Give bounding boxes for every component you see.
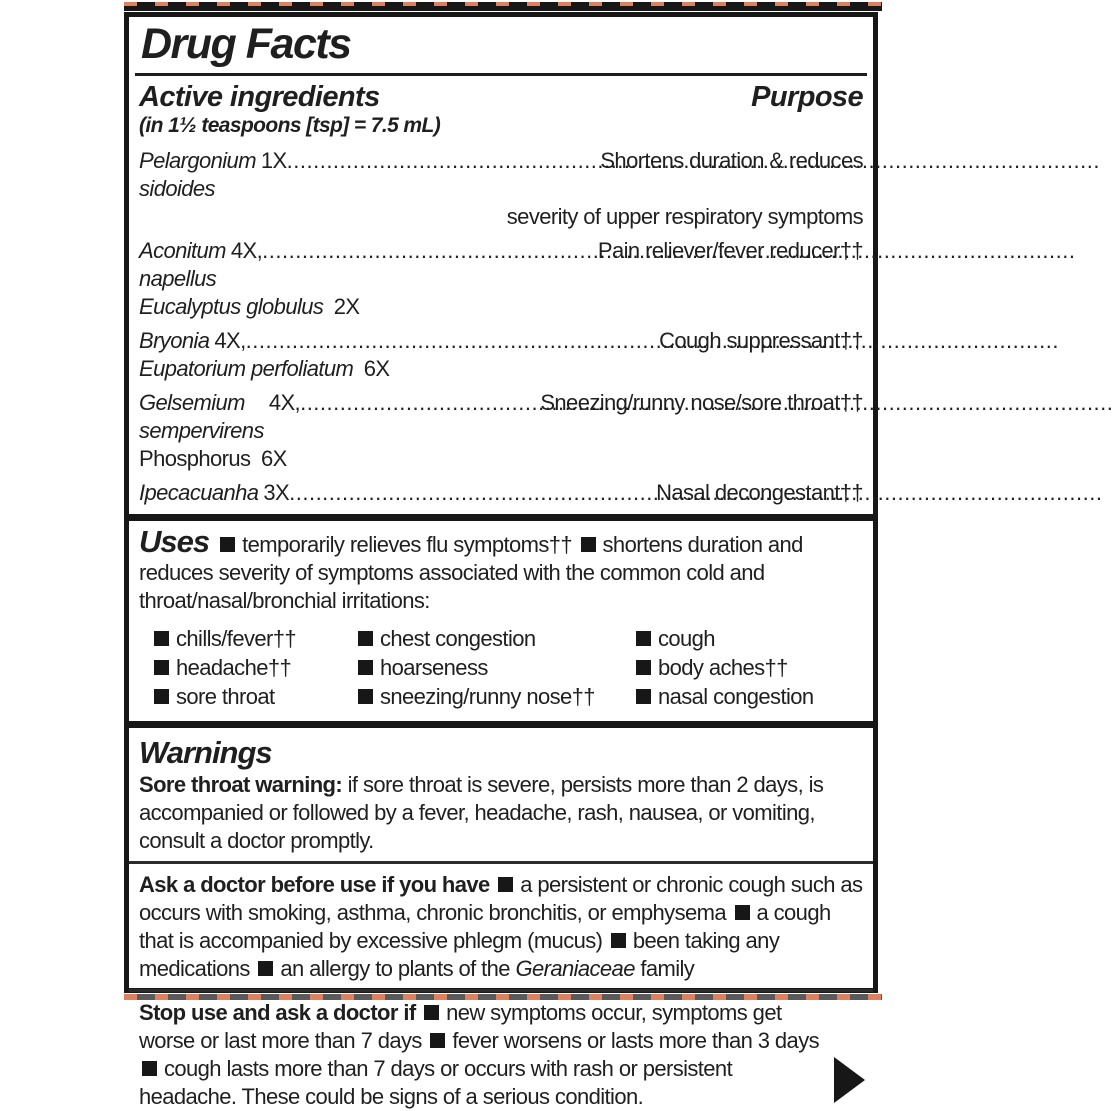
ingredient-purpose: Shortens duration & reduces (600, 148, 863, 173)
ingredient-potency: 4X, (214, 328, 246, 353)
symptom-item (151, 653, 355, 682)
square-bullet-icon (430, 1033, 445, 1048)
ingredient-purpose: Nasal decongestant†† (656, 480, 863, 505)
square-bullet-icon (735, 905, 750, 920)
warning-item: new symptoms occur, symptoms get worse or last more than 7 days (139, 1000, 782, 1053)
warning-item: family (640, 956, 695, 981)
ingredient-name: Phosphorus (139, 446, 251, 471)
symptom-column (151, 624, 355, 711)
square-bullet-icon (358, 660, 373, 675)
ingredient-name: Ipecacuanha (139, 480, 259, 505)
ingredient-potency: 4X, (230, 238, 263, 263)
symptom-label: body aches†† (658, 655, 788, 680)
ask-doctor-section (139, 871, 863, 983)
drug-facts-panel (124, 12, 878, 1109)
active-ingredients-header-row (139, 81, 863, 113)
symptom-column (355, 624, 633, 711)
symptom-column (633, 624, 863, 711)
ingredient-line (139, 147, 863, 203)
warning-item: cough lasts more than 7 days or occurs with rash or persistent headache. These could be signs of a serious condition. (139, 1056, 733, 1109)
next-panel-arrow-icon (834, 1057, 865, 1103)
symptom-label: sneezing/runny nose†† (380, 684, 595, 709)
ingredient-row (139, 327, 863, 383)
square-bullet-icon (220, 537, 235, 552)
square-bullet-icon (358, 631, 373, 646)
square-bullet-icon (358, 689, 373, 704)
uses-intro (139, 524, 863, 615)
ingredient-line (139, 479, 863, 507)
symptom-item (355, 624, 633, 653)
warning-lead: Stop use and ask a doctor if (139, 1000, 416, 1025)
ingredient-row (139, 389, 863, 473)
ingredient-row (139, 237, 863, 321)
square-bullet-icon (424, 1005, 439, 1020)
ingredient-list (139, 147, 863, 507)
symptom-item (355, 682, 633, 711)
symptom-label: chest congestion (380, 626, 536, 651)
title-rule (135, 73, 867, 76)
warning-item: been taking any medications (139, 928, 780, 981)
symptom-label: chills/fever†† (176, 626, 296, 651)
stop-use-section (139, 999, 863, 1111)
label-edge-dashes-top (124, 2, 882, 11)
stop-use-text (139, 999, 819, 1111)
warning-text: if sore throat is severe, persists more than 2 days, is accompanied or followed by a fever, headache, rash, nausea, or vomiting, consult a doctor promptly. (139, 772, 824, 853)
symptom-item (633, 624, 863, 653)
ingredient-purpose: Cough suppressant†† (659, 328, 863, 353)
ingredient-second-line (139, 293, 863, 321)
dot-leader (300, 389, 540, 417)
plant-family-name: Geraniaceae (515, 956, 635, 981)
dose-note: (in 1½ teaspoons [tsp] = 7.5 mL) (139, 114, 441, 137)
warning-item: a cough that is accompanied by excessive phlegm (mucus) (139, 900, 831, 953)
ingredient-potency: 1X (260, 148, 287, 173)
ingredient-second-line (139, 355, 863, 383)
uses-heading: Uses (139, 524, 210, 559)
subsection-rule (129, 861, 873, 864)
square-bullet-icon (498, 877, 513, 892)
symptom-label: hoarseness (380, 655, 488, 680)
dot-leader (287, 147, 601, 175)
warning-lead: Sore throat warning: (139, 772, 343, 797)
ingredient-name: Gelsemium sempervirens (139, 390, 264, 443)
symptom-label: headache†† (176, 655, 292, 680)
square-bullet-icon (581, 537, 596, 552)
square-bullet-icon (142, 1061, 157, 1076)
ingredient-line (139, 237, 863, 293)
symptom-item (151, 682, 355, 711)
warning-item: an allergy to plants of the (280, 956, 510, 981)
active-ingredients-heading: Active ingredients (139, 81, 380, 113)
square-bullet-icon (636, 631, 651, 646)
symptom-item (633, 653, 863, 682)
symptom-columns (139, 624, 863, 711)
ingredient-row (139, 147, 863, 231)
warning-item: a persistent or chronic cough such as occurs with smoking, asthma, chronic bronchitis, or emphysema (139, 872, 863, 925)
ingredient-name: Eupatorium perfoliatum (139, 356, 354, 381)
symptom-label: nasal congestion (658, 684, 814, 709)
symptom-item (151, 624, 355, 653)
ingredient-row (139, 479, 863, 507)
square-bullet-icon (154, 660, 169, 675)
ingredient-potency: 2X (333, 294, 360, 319)
purpose-continuation: severity of upper respiratory symptoms (506, 204, 863, 229)
warning-lead: Ask a doctor before use if you have (139, 872, 490, 897)
sore-throat-warning (139, 771, 863, 855)
section-divider (129, 514, 873, 521)
symptom-label: sore throat (176, 684, 275, 709)
ingredient-purpose: Sneezing/runny nose/sore throat†† (540, 390, 863, 415)
ingredient-potency: 6X (363, 356, 390, 381)
ingredient-second-line (139, 445, 863, 473)
symptom-label: cough (658, 626, 715, 651)
ingredient-name: Pelargonium sidoides (139, 148, 256, 201)
square-bullet-icon (154, 631, 169, 646)
uses-item: shortens duration and reduces severity of symptoms associated with the common cold and throat/nasal/bronchial irritations: (139, 532, 803, 613)
dot-leader (246, 327, 659, 355)
drug-facts-title: Drug Facts (141, 20, 351, 68)
ingredient-line (139, 327, 863, 355)
dot-leader (289, 479, 656, 507)
purpose-heading: Purpose (751, 81, 863, 113)
square-bullet-icon (258, 961, 273, 976)
subsection-rule (129, 989, 873, 992)
ingredient-potency: 3X (263, 480, 290, 505)
ingredient-potency: 6X (260, 446, 287, 471)
section-divider (129, 721, 873, 728)
ingredient-name: Eucalyptus globulus (139, 294, 324, 319)
square-bullet-icon (154, 689, 169, 704)
ingredient-purpose: Pain reliever/fever reducer†† (597, 238, 863, 263)
ingredient-name: Bryonia (139, 328, 210, 353)
warnings-heading: Warnings (139, 735, 272, 770)
uses-item: temporarily relieves flu symptoms†† (242, 532, 573, 557)
ingredient-line (139, 389, 863, 445)
square-bullet-icon (636, 660, 651, 675)
symptom-item (633, 682, 863, 711)
square-bullet-icon (611, 933, 626, 948)
warning-item: fever worsens or lasts more than 3 days (452, 1028, 819, 1053)
dot-leader (262, 237, 598, 265)
ingredient-potency: 4X, (268, 390, 301, 415)
square-bullet-icon (636, 689, 651, 704)
symptom-item (355, 653, 633, 682)
ingredient-name: Aconitum napellus (139, 238, 226, 291)
